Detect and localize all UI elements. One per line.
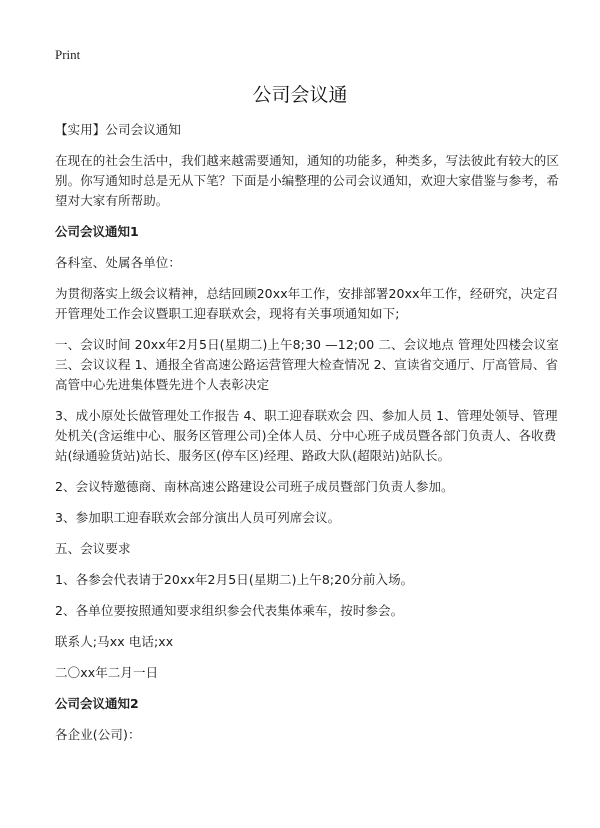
body-paragraph: 3、参加职工迎春联欢会部分演出人员可列席会议。 [55, 510, 341, 525]
document-body [55, 120, 560, 756]
body-paragraph: 1、各参会代表请于20xx年2月5日(星期二)上午8;20分前入场。 [55, 572, 414, 587]
intro-paragraph: 在现在的社会生活中，我们越来越需要通知，通知的功能多，种类多，写法彼此有较大的区别。你写通知时总是无从下笔？下面是小编整理的公司会议通知，欢迎大家借鉴与参考，希望对大家有所帮助。 [55, 153, 560, 208]
print-link[interactable]: Print [55, 47, 81, 62]
body-paragraph: 为贯彻落实上级会议精神，总结回顾20xx年工作，安排部署20xx年工作，经研究，决定召开管理处工作会议暨职工迎春联欢会，现将有关事项通知如下; [55, 286, 559, 321]
body-paragraph: 一、会议时间 20xx年2月5日(星期二)上午8;30 —12;00 二、会议地点 管理处四楼会议室 三、会议议程 1、通报全省高速公路运营管理大检查情况 2、宣读省交通厅、厅高管局、省高管中心先进集体暨先进个人表彰决定 [55, 337, 559, 392]
date-line: 二〇xx年二月一日 [55, 665, 159, 680]
section-heading: 公司会议通知2 [55, 696, 139, 711]
greeting: 各企业(公司)： [55, 727, 141, 742]
document-subtitle: 【实用】公司会议通知 [55, 122, 182, 137]
greeting: 各科室、处属各单位： [55, 255, 182, 270]
body-paragraph: 3、成小原处长做管理处工作报告 4、职工迎春联欢会 四、参加人员 1、管理处领导、管理处机关(含运维中心、服务区管理公司)全体人员、分中心班子成员暨各部门负责人、各收费站(绿通验货站)站长、服务区(停车区)经理、路政大队(超限站)站队长。 [55, 408, 558, 463]
section-heading: 公司会议通知1 [55, 224, 139, 239]
contact-line: 联系人;马xx 电话;xx [55, 634, 174, 649]
body-paragraph: 五、会议要求 [55, 541, 131, 556]
body-paragraph: 2、各单位要按照通知要求组织参会代表集体乘车，按时参会。 [55, 603, 404, 618]
page-title: 公司会议通 [252, 84, 348, 106]
body-paragraph: 2、会议特邀德商、南林高速公路建设公司班子成员暨部门负责人参加。 [55, 479, 454, 494]
